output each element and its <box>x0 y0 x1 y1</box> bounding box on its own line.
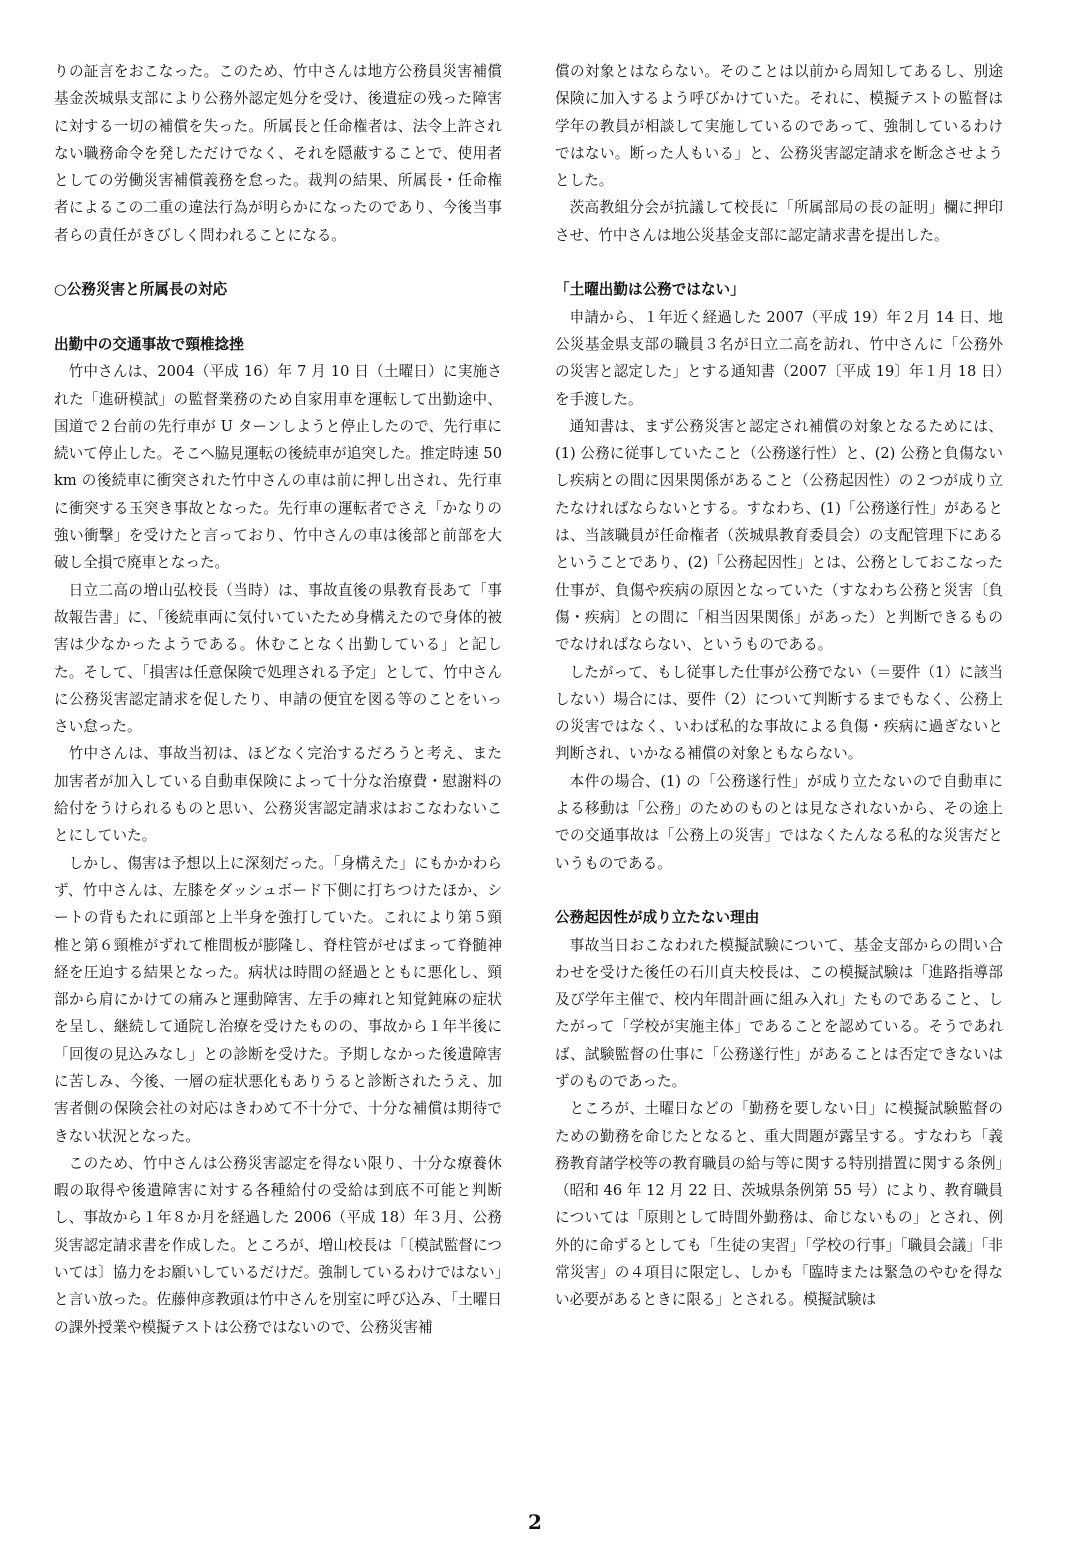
subheading: 「土曜出勤は公務ではない」 <box>555 281 745 299</box>
subheading: 公務起因性が成り立たない理由 <box>555 909 760 927</box>
paragraph: 申請から、１年近く経過した 2007（平成 19）年２月 14 日、地公災基金県支部の職員３名が日立二高を訪れ、竹中さんに「公務外の災害と認定した」とする通知書（2007〔平成 19〕年１月 18 日）を手渡した。 <box>555 308 1003 408</box>
paragraph: 茨高教組分会が抗議して校長に「所属部局の長の証明」欄に押印させ、竹中さんは地公災基金支部に認定請求書を提出した。 <box>555 199 1003 244</box>
paragraph: りの証言をおこなった。このため、竹中さんは地方公務員災害補償基金茨城県支部により公務外認定処分を受け、後遺症の残った障害に対する一切の補償を失った。所属長と任命権者は、法令上許されない職務命令を発しただけでなく、それを隠蔽することで、使用者としての労働災害補償義務を怠った。裁判の結果、所属長・任命権者によるこの二重の違法行為が明らかになったのであり、今後当事者らの責任がきびしく問われることになる。 <box>54 63 502 244</box>
paragraph: 本件の場合、(1) の「公務遂行性」が成り立たないので自動車による移動は「公務」のためのものとは見なされないから、その途上での交通事故は「公務上の災害」ではなくたんなる私的な災害だというものである。 <box>555 772 1003 872</box>
paragraph: このため、竹中さんは公務災害認定を得ない限り、十分な療養休暇の取得や後遺障害に対する各種給付の受給は到底不可能と判断し、事故から１年８か月を経過した 2006（平成 18）年３月、公務災害認定請求書を作成した。ところが、増山校長は「〔模試監督については〕協力をお願いしているだけだ。強制しているわけではない」と言い放った。佐藤伸彦教頭は竹中さんを別室に呼び込み、「土曜日の課外授業や模擬テストは公務ではないので、公務災害補 <box>54 1154 502 1336</box>
left-column <box>54 58 502 1341</box>
subheading: 出勤中の交通事故で頸椎捻挫 <box>54 335 244 353</box>
section-heading: ○公務災害と所属長の対応 <box>54 281 228 299</box>
paragraph: しかし、傷害は予想以上に深刻だった。「身構えた」にもかかわらず、竹中さんは、左膝をダッシュボード下側に打ちつけたほか、シートの背もたれに頭部と上半身を強打していた。これにより第５頸椎と第６頸椎がずれて椎間板が膨隆し、脊柱管がせばまって脊髄神経を圧迫する結果となった。病状は時間の経過とともに悪化し、頸部から肩にかけての痛みと運動障害、左手の痺れと知覚鈍麻の症状を呈し、継続して通院し治療を受けたものの、事故から１年半後に「回復の見込みなし」との診断を受けた。予期しなかった後遺障害に苦しみ、今後、一層の症状悪化もありうると診断されたうえ、加害者側の保険会社の対応はきわめて不十分で、十分な補償は期待できない状況となった。 <box>54 854 502 1145</box>
paragraph: 日立二高の増山弘校長（当時）は、事故直後の県教育長あて「事故報告書」に、「後続車両に気付いていたため身構えたので身体的被害は少なかったようである。休むことなく出勤している」と記した。そして、「損害は任意保険で処理される予定」として、竹中さんに公務災害認定請求を促したり、申請の便宜を図る等のことをいっさい怠った。 <box>54 581 502 736</box>
paragraph: ところが、土曜日などの「勤務を要しない日」に模擬試験監督のための勤務を命じたとなると、重大問題が露呈する。すなわち「義務教育諸学校等の教育職員の給与等に関する特別措置に関する条例」（昭和 46 年 12 月 22 日、茨城県条例第 55 号）により、教育職員については「原則として時間外勤務は、命じないもの」とされ、例外的に命ずるとしても「生徒の実習」「学校の行事」「職員会議」「非常災害」の４項目に限定し、しかも「臨時または緊急のやむを得ない必要があるときに限る」とされる。模擬試験は <box>555 1100 1003 1309</box>
paragraph: 償の対象とはならない。そのことは以前から周知してあるし、別途保険に加入するよう呼びかけていた。それに、模擬テストの監督は学年の教員が相談して実施しているのであって、強制しているわけではない。断った人もいる」と、公務災害認定請求を断念させようとした。 <box>555 63 1003 190</box>
paragraph: したがって、もし従事した仕事が公務でない（＝要件（1）に該当しない）場合には、要件（2）について判断するまでもなく、公務上の災害ではなく、いわば私的な事故による負傷・疾病に過ぎないと判断され、いかなる補償の対象ともならない。 <box>555 663 1003 763</box>
paragraph: 竹中さんは、事故当初は、ほどなく完治するだろうと考え、また加害者が加入している自動車保険によって十分な治療費・慰謝料の給付をうけられるものと思い、公務災害認定請求はおこなわないことにしていた。 <box>54 745 502 845</box>
paragraph: 通知書は、まず公務災害と認定され補償の対象となるためには、(1) 公務に従事していたこと（公務遂行性）と、(2) 公務と負傷ないし疾病との間に因果関係があること（公務起因性）の２つが成り立たなければならないとする。すなわち、(1)「公務遂行性」があるとは、当該職員が任命権者（茨城県教育委員会）の支配管理下にあるということであり、(2)「公務起因性」とは、公務としておこなった仕事が、負傷や疾病の原因となっていた（すなわち公務と災害〔負傷・疾病〕との間に「相当因果関係」があった）と判断できるものでなければならない、というものである。 <box>555 417 1003 654</box>
paragraph: 竹中さんは、2004（平成 16）年 7 月 10 日（土曜日）に実施された「進研模試」の監督業務のため自家用車を運転して出勤途中、国道で２台前の先行車が U ターンしようと停止したので、先行車に続いて停止した。そこへ脇見運転の後続車が追突した。推定時速 50km の後続車に衝突された竹中さんの車は前に押し出され、先行車に衝突する玉突き事故となった。先行車の運転者でさえ「かなりの強い衝撃」を受けたと言っており、竹中さんの車は後部と前部を大破し全損で廃車となった。 <box>54 363 502 572</box>
paragraph: 事故当日おこなわれた模擬試験について、基金支部からの問い合わせを受けた後任の石川貞夫校長は、この模擬試験は「進路指導部及び学年主催で、校内年間計画に組み入れ」たものであること、したがって「学校が実施主体」であることを認めている。そうであれば、試験監督の仕事に「公務遂行性」があることは否定できないはずのものであった。 <box>555 936 1003 1090</box>
page-number: 2 <box>528 1510 542 1534</box>
right-column <box>555 58 1003 1314</box>
